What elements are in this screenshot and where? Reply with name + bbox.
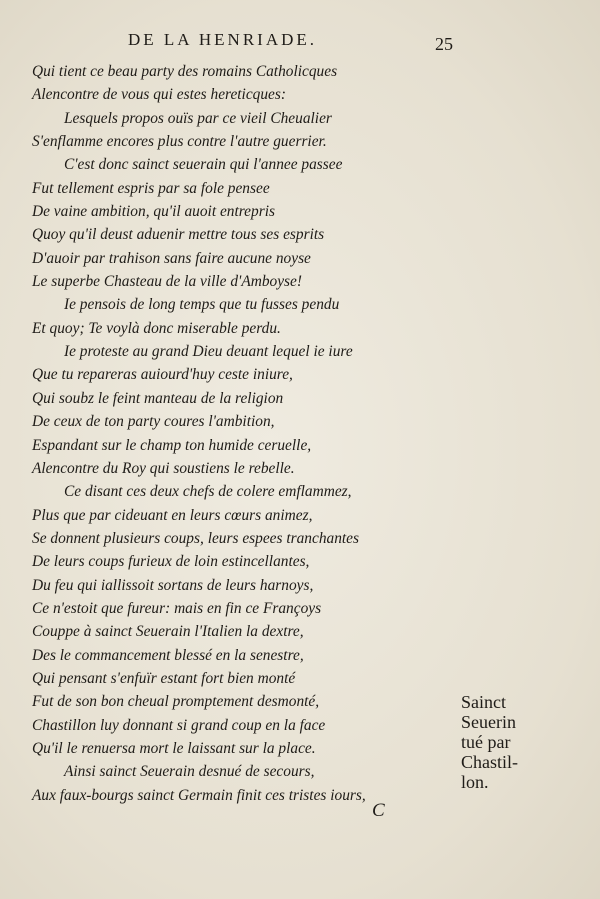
margin-note [461,692,518,792]
page-number: 25 [435,34,453,54]
verse-line: Alencontre du Roy qui soustiens le rebelle. [32,459,295,477]
margin-note-line: tué par [461,732,511,752]
verse-line: Espandant sur le champ ton humide ceruelle, [32,436,312,454]
verse-line: Que tu repareras auiourd'huy ceste iniure, [32,366,293,384]
verse-line: Fut de son bon cheual promptement desmonté, [32,693,320,711]
verse-line: Qu'il le renuersa mort le laissant sur la place. [32,739,316,757]
running-title: DE LA HENRIADE. [128,30,318,49]
verse-line: Aux faux-bourgs sainct Germain finit ces tristes iours, [32,786,366,804]
margin-note-line: Chastil- [461,752,518,772]
verse-line: Ce n'estoit que fureur: mais en fin ce Françoys [32,599,322,617]
verse-line: Ce disant ces deux chefs de colere emflammez, [64,483,352,501]
verse-line: Alencontre de vous qui estes hereticques: [32,86,287,104]
verse-line: Quoy qu'il deust aduenir mettre tous ses esprits [32,226,325,244]
verse-line: De vaine ambition, qu'il auoit entrepris [32,203,275,221]
verse-line: Et quoy; Te voylà donc miserable perdu. [32,319,281,337]
verse-line: S'enflamme encores plus contre l'autre guerrier. [32,133,327,151]
verse-line: Du feu qui iallissoit sortans de leurs harnoys, [32,576,314,594]
verse-line: D'auoir par trahison sans faire aucune noyse [32,249,311,267]
verse-line: Chastillon luy donnant si grand coup en la face [32,716,326,734]
verse-line: Des le commancement blessé en la senestre, [32,646,304,664]
verse-line: Fut tellement espris par sa fole pensee [32,179,270,197]
verse-line: Ie pensois de long temps que tu fusses pendu [64,296,340,314]
verse-line: Qui soubz le feint manteau de la religion [32,389,284,407]
verse-line: Le superbe Chasteau de la ville d'Amboyse! [32,273,303,291]
verse-line: C'est donc sainct seuerain qui l'annee passee [64,156,343,174]
verse-line: Qui tient ce beau party des romains Catholicques [32,63,338,80]
verse-line: De ceux de ton party coures l'ambition, [32,413,275,431]
verse-block [32,60,452,807]
margin-note-line: lon. [461,772,489,792]
verse-line: Plus que par cideuant en leurs cœurs animez, [32,506,313,524]
signature-mark: C [372,800,385,821]
verse-line: Lesquels propos ouïs par ce vieil Cheualier [64,109,332,127]
verse-line: Se donnent plusieurs coups, leurs espees tranchantes [32,529,360,547]
margin-note-line: Sainct [461,692,506,712]
verse-line: Ainsi sainct Seuerain desnué de secours, [64,763,315,781]
margin-note-line: Seuerin [461,712,516,732]
verse-line: Qui pensant s'enfuïr estant fort bien monté [32,669,296,687]
verse-line: Ie proteste au grand Dieu deuant lequel ie iure [64,343,353,361]
verse-line: Couppe à sainct Seuerain l'Italien la dextre, [32,623,304,641]
verse-line: De leurs coups furieux de loin estincellantes, [32,553,310,571]
